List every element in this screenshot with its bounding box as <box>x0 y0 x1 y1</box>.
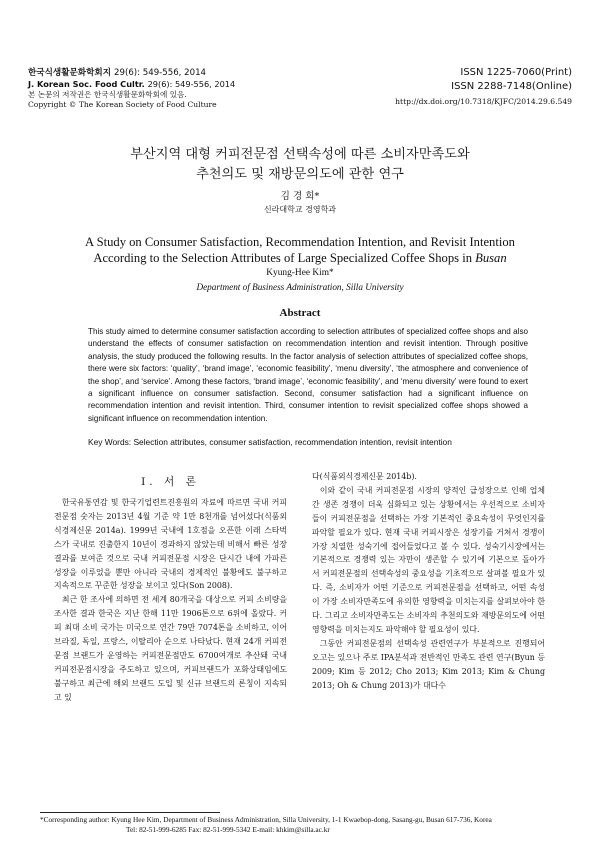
english-affiliation: Department of Business Administration, Silla University <box>196 282 404 292</box>
english-title-line2: According to the Selection Attributes of Large Specialized Coffee Shops in Busan <box>93 251 507 265</box>
korean-title-line2: 추천의도 및 재방문의도에 관한 연구 <box>196 167 404 182</box>
journal-name-en: J. Korean Soc. Food Cultr. 29(6): 549-556, 2014 <box>28 79 236 89</box>
copyright-notice: Copyright © The Korean Society of Food Culture <box>28 100 217 109</box>
paragraph: 이와 같이 국내 커피전문점 시장의 양적인 급성장으로 인해 업체 간 생존 경쟁이 더욱 심화되고 있는 상황에서는 우선적으로 소비자들이 커피전문점을 선택하는 가장 기본적인 중요속성이 무엇인지를 파악할 필요가 있다. 현재 국내 커피시장은 성장기를 거쳐서 경쟁이 가장 치열한 성숙기에 접어들었다고 볼 수 있다. 성숙기시장에서는 기본적으로 경쟁력 있는 자만이 생존할 수 있기에 기본으로 돌아가서 커피전문점의 선택속성의 중요성을 기초적으로 살펴볼 필요가 있다. 즉, 소비자가 어떤 기준으로 커피전문점을 선택하고, 어떤 속성이 가장 소비자만족도에 유의한 영향력을 미치는지를 살펴보아야 한다. 그리고 소비자만족도는 소비자의 추천의도와 재방문의도에 어떤 영향력을 미치는지도 파악해야 할 필요성이 있다. <box>312 485 545 634</box>
body-column-left <box>54 496 287 705</box>
korean-affiliation: 신라대학교 경영학과 <box>263 205 337 214</box>
issn-block <box>322 66 572 108</box>
corresponding-author-footnote <box>40 815 560 835</box>
keywords: Key Words: Selection attributes, consumer satisfaction, recommendation intention, revisit intention <box>88 437 452 447</box>
journal-name-ko: 한국식생활문화학회지 29(6): 549-556, 2014 <box>28 68 207 78</box>
issn-online: ISSN 2288-7148(Online) <box>451 81 572 92</box>
copyright-notice-ko: 본 논문의 저작권은 한국식생활문화학회에 있음. <box>28 90 187 99</box>
korean-author: 김 경 희* <box>280 191 320 202</box>
journal-header <box>28 68 328 110</box>
english-author: Kyung-Hee Kim* <box>266 268 334 278</box>
korean-title <box>0 145 600 185</box>
paragraph: 최근 한 조사에 의하면 전 세계 80개국을 대상으로 커피 소비량을 조사한 결과 한국은 지난 한해 11만 1906톤으로 6위에 올랐다. 커피 최대 소비 국가는 미국으로 연간 79만 7074톤을 소비하고, 이어 브라질, 독일, 프랑스, 이탈리아 순으로 나타났다. 현재 24개 커피전문점 브랜드가 운영하는 커피전문점만도 6700여개로 추산돼 국내 커피전문점시장을 주도하고 있으며, 커피브랜드가 포화상태임에도 불구하고 최근에 해외 브랜드 도입 및 신규 브랜드의 론칭이 지속되고 있 <box>54 595 287 702</box>
section-heading-introduction: I. 서 론 <box>141 476 200 488</box>
paragraph: 한국유통연감 및 한국기업련트진흥원의 자료에 따르면 국내 커피전문점 숫자는 2013년 4월 기준 약 1만 8천개를 넘어섰다(식품외식경제신문 2014a). 1999년 국내에 1호점을 오픈한 이래 스타벅스가 국내로 진출한지 10년이 경과하지 않았는데 비해서 빠른 성장 결과를 보여준 것으로 국내 커피전문점 시장은 단시간 내에 가파른 성장을 이루었을 뿐만 아니라 국내의 경제적인 불황에도 불구하고 지속적으로 꾸준한 성장을 보이고 있다(Son 2008). <box>54 498 287 591</box>
english-title-line1: A Study on Consumer Satisfaction, Recommendation Intention, and Revisit Intention <box>85 235 515 249</box>
paragraph: 다(식품외식경제신문 2014b). <box>312 472 417 481</box>
abstract-heading: Abstract <box>279 307 321 319</box>
body-column-right <box>312 470 545 693</box>
abstract-body: This study aimed to determine consumer satisfaction according to selection attributes of specialized coffee shops and also understand the effects of consumer satisfaction on recommendation intention and revisit intention. Through positive analysis, the study produced the following results. In the factor analysis of selection attributes of specialized coffee shops, there were six factors: ‘quality’, ‘brand image’, ‘economic feasibility’, ‘menu diversity’, ‘the atmosphere and convenience of the shop’, and ‘service’. Among these factors, ‘brand image’, ‘economic feasibility’, and ‘menu diversity’ were found to exert a significant influence on consumer satisfaction. Second, consumer satisfaction had a significant influence on recommendation intention and revisit intention. Third, consumer intention to revisit specialized coffee shops showed a significant influence on recommendation intention. <box>88 327 528 423</box>
korean-title-line1: 부산지역 대형 커피전문점 선택속성에 따른 소비자만족도와 <box>130 147 470 162</box>
issn-print: ISSN 1225-7060(Print) <box>460 67 572 78</box>
footnote-divider <box>40 812 220 813</box>
footnote-line1: *Corresponding author: Kyung Hee Kim, Department of Business Administration, Silla University, 1-1 Kwaebop-dong, Sasang-gu, Busan 617-736, Korea <box>40 815 492 824</box>
footnote-contact: Tel: 82-51-999-6285 Fax: 82-51-999-5342 E-mail: khkim@silla.ac.kr <box>126 825 330 834</box>
english-title <box>0 234 600 266</box>
paragraph: 그동안 커피전문점의 선택속성 관련연구가 부분적으로 진행되어 오고는 있으나 주로 IPA분석과 전반적인 만족도 관련 연구(Byun 등 2009; Kim 등 2012; Cho 2013; Kim 2013; Kim & Chung 2013; Oh & Chung 2013)가 대다수 <box>312 638 545 690</box>
doi-link[interactable]: http://dx.doi.org/10.7318/KJFC/2014.29.6.549 <box>395 97 572 106</box>
